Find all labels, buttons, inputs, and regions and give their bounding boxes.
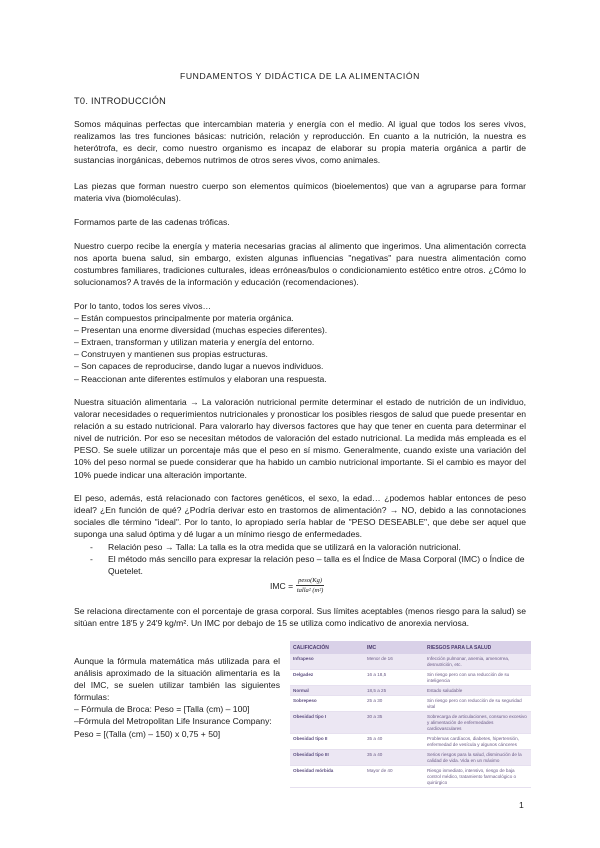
list-item-text: Relación peso → Talla: La talla es la otra medida que se utilizará en la valoración nutricional. [108, 542, 461, 552]
document-title: FUNDAMENTOS Y DIDÁCTICA DE LA ALIMENTACIÓN [180, 71, 420, 81]
formula-fraction [296, 577, 324, 594]
section-heading: T0. INTRODUCCIÓN [74, 96, 167, 106]
cell-category: Delgadez [290, 670, 364, 686]
cell-imc: Mayor de 40 [364, 766, 424, 788]
paragraph-ideal-weight: El peso, además, está relacionado con factores genéticos, el sexo, la edad… ¿podemos hablar entonces de peso ideal? ¿En función de qué? ¿Podría derivar esto en trastornos de alimentación? → NO, debido a las connotaciones sociales dle término "ideal". Por lo tanto, lo apropiado sería hablar de "PESO DESEABLE", que debe ser aquel que suponga una salud óptima y dé lugar a un mínimo riesgo de enfermedades. [74, 493, 526, 540]
cell-imc: 35 a 40 [364, 750, 424, 766]
cell-imc: Menor de 16 [364, 654, 424, 670]
cell-risk: Problemas cardíacos, diabetes, hipertensión, enfermedad de vesícula y algunos cánceres [424, 734, 531, 750]
cell-category: Obesidad tipo II [290, 734, 364, 750]
cell-category: Sobrepeso [290, 696, 364, 712]
formulas-intro: Aunque la fórmula matemática más utilizada para el análisis aproximado de la situación alimentaria es la del IMC, se suelen utilizar también las siguientes fórmulas: [74, 656, 280, 703]
cell-risk: Serios riesgos para la salud, disminución de la calidad de vida. Vida en un máximo [424, 750, 531, 766]
cell-category: Obesidad mórbida [290, 766, 364, 788]
cell-category: Normal [290, 686, 364, 696]
metlife-formula: –Fórmula del Metropolitan Life Insurance Company: Peso = [(Talla (cm) – 150) x 0,75 + 50] [74, 716, 272, 739]
list-item [90, 553, 526, 577]
table-row [290, 654, 531, 670]
list-item: – Presentan una enorme diversidad (muchas especies diferentes). [74, 325, 328, 336]
broca-formula: – Fórmula de Broca: Peso = [Talla (cm) – 100] [74, 704, 250, 715]
cell-risk: Infección pulmonar, anemia, amenorrea, desnutrición, etc. [424, 654, 531, 670]
bullet-marker: - [90, 542, 93, 552]
table-row [290, 766, 531, 788]
table-row [290, 750, 531, 766]
cell-category: Obesidad tipo I [290, 712, 364, 734]
list-item: – Extraen, transforman y utilizan materia y energía del entorno. [74, 337, 315, 348]
list-intro: Por lo tanto, todos los seres vivos… [74, 301, 212, 311]
paragraph-bioelements: Las piezas que forman nuestro cuerpo son elementos químicos (bioelementos) que van a agruparse para formar materia viva (biomoléculas). [74, 181, 526, 204]
table-row [290, 696, 531, 712]
table-row [290, 712, 531, 734]
table-row [290, 686, 531, 696]
alternative-formulas [74, 655, 280, 740]
cell-imc: 35 a 40 [364, 734, 424, 750]
cell-category: Infrapeso [290, 654, 364, 670]
header-riesgos: RIESGOS PARA LA SALUD [424, 641, 531, 654]
list-item: – Son capaces de reproducirse, dando lugar a nuevos individuos. [74, 361, 324, 372]
bullet-marker: - [90, 554, 93, 565]
cell-risk: Estado saludable [424, 686, 531, 696]
imc-classification-table [290, 641, 531, 788]
table-row [290, 670, 531, 686]
formula-denominator: talla² (m²) [296, 587, 324, 594]
cell-category: Obesidad tipo III [290, 750, 364, 766]
cell-risk: Sin riesgo pero con una reducción de su inteligencia [424, 670, 531, 686]
list-item-text: El método más sencillo para expresar la relación peso – talla es el Índice de Masa Corporal (IMC) o Índice de Quetelet. [108, 554, 525, 577]
cell-imc: 18,5 a 25 [364, 686, 424, 696]
weight-height-list [90, 541, 526, 577]
paragraph-trophic: Formamos parte de las cadenas tróficas. [74, 217, 230, 227]
header-imc: IMC [364, 641, 424, 654]
table-row [290, 734, 531, 750]
paragraph-intro: Somos máquinas perfectas que intercambian materia y energía con el medio. Al igual que todos los seres vivos, realizamos las tres funciones básicas: nutrición, relación y reproducción. En cuanto a la nutrición, la nuestra es heterótrofa, es decir, como nuestro organismo es incapaz de elaborar su propia materia orgánica a partir de sustancias inorgánicas, debemos nutrimos de otros seres vivos, como animales. [74, 119, 526, 166]
list-item: – Están compuestos principalmente por materia orgánica. [74, 313, 294, 324]
formula-label: IMC = [270, 580, 294, 591]
page-number: 1 [519, 800, 524, 810]
list-item [90, 541, 526, 553]
cell-imc: 25 a 30 [364, 696, 424, 712]
cell-imc: 16 a 18,5 [364, 670, 424, 686]
cell-risk: Sobrecarga de articulaciones, consumo excesivo y alimentación de enfermedades cardiovasculares [424, 712, 531, 734]
paragraph-body-fat: Se relaciona directamente con el porcentaje de grasa corporal. Sus límites aceptables (menos riesgo para la salud) se sitúan entre 18'5 y 24'9 kg/m². Un IMC por debajo de 15 se utiliza como indicativo de anorexia nerviosa. [74, 606, 526, 629]
imc-formula [270, 577, 324, 594]
list-item: – Construyen y mantienen sus propias estructuras. [74, 349, 268, 360]
living-beings-list [74, 300, 526, 385]
paragraph-energy: Nuestro cuerpo recibe la energía y materia necesarias gracias al alimento que ingerimos. Una alimentación correcta nos aporta buena salud, sin embargo, existen algunas influencias "negativas" para nuestra alimentación como costumbres familiares, tradiciones culturales, ideas erróneas/bulos o condicionamiento estético entre otros. ¿Cómo lo solucionamos? A través de la información y educación (recomendaciones). [74, 241, 526, 288]
cell-risk: Riesgo inmediato, intensivo, riesgo de baja control médico, tratamiento farmacológico o quirúrgico [424, 766, 531, 788]
cell-risk: Sin riesgo pero con reducción de su seguridad vital [424, 696, 531, 712]
paragraph-nutritional-status: Nuestra situación alimentaria → La valoración nutricional permite determinar el estado de nutrición de un individuo, valorar necesidades o requerimientos nutricionales y pronosticar los posibles riesgos de salud que puede presentar en relación a su estado nutricional. Para valorarlo hay diversos factores que hay que tener en cuenta para determinar el nivel de nutrición. Por eso se necesitan métodos de valoración del estado nutricional. La medida más empleada es el PESO. Se suele utilizar un porcentaje más que el peso en sí mismo. Generalmente, cuando existe una variación del 10% del peso normal se puede considerar que ha habido un cambio nutricional importante. Si el cambio es mayor del 10% puede indicar una alteración importante. [74, 397, 526, 480]
table-header-row [290, 641, 531, 654]
header-calificacion: CALIFICACIÓN [290, 641, 364, 654]
list-item: – Reaccionan ante diferentes estímulos y elaboran una respuesta. [74, 373, 327, 384]
cell-imc: 30 a 35 [364, 712, 424, 734]
formula-numerator: peso(Kg) [298, 577, 323, 584]
